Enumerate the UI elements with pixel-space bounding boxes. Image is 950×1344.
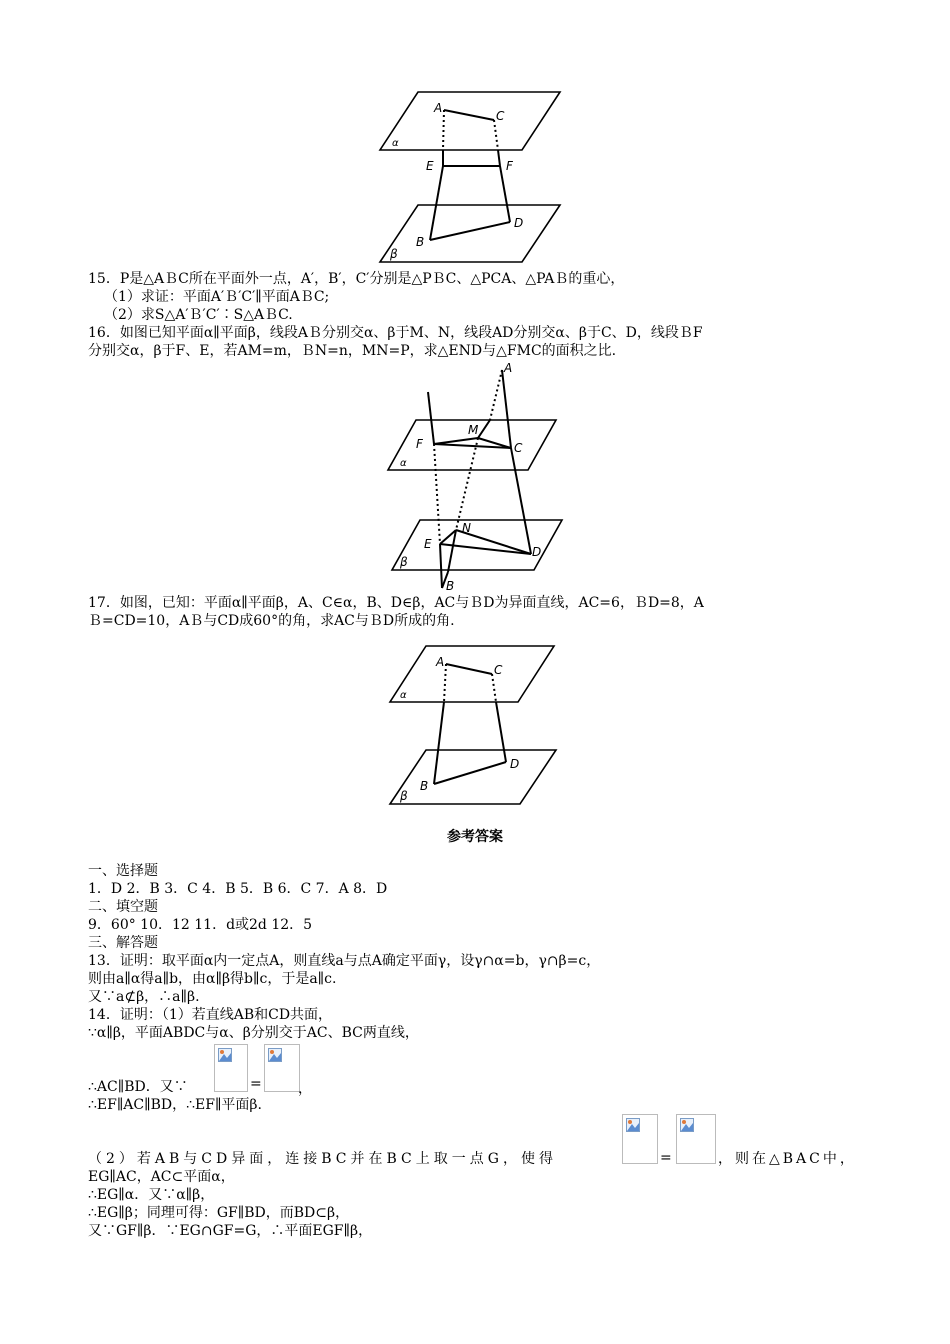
label-B: B: [416, 235, 425, 249]
label-beta: β: [400, 789, 408, 803]
plane-beta: [380, 205, 560, 262]
section-fill: 二、填空题: [88, 899, 158, 915]
label-C: C: [494, 663, 503, 677]
answers-fill: 9．60° 10．12 11．d或2d 12．5: [88, 917, 313, 933]
label-E: E: [424, 537, 432, 551]
label-beta: β: [390, 247, 398, 261]
label-C: C: [496, 109, 505, 123]
answer-13-line-1: 13．证明：取平面α内一定点A，则直线a与点A确定平面γ，设γ∩α=b，γ∩β=c，: [88, 953, 601, 969]
label-F: F: [416, 437, 423, 451]
image-icon: [680, 1118, 694, 1132]
label-F: F: [506, 159, 513, 173]
problem-16-line-1: 16．如图已知平面α∥平面β，线段AＢ分别交α、β于M、N，线段AD分别交α、β于C、D，线段ＢF: [88, 325, 703, 341]
answer-14-line-2: ∵α∥β，平面ABDC与α、β分别交于AC、BC两直线，: [88, 1025, 419, 1041]
comma: ，: [298, 1081, 312, 1097]
answers-title: 参考答案: [447, 829, 503, 845]
problem-17-line-1: 17．如图，已知：平面α∥平面β，A、C∈α，B、D∈β，AC与ＢD为异面直线，AC=6，ＢD=8，A: [88, 595, 704, 611]
label-A: A: [436, 655, 445, 669]
label-B: B: [446, 579, 455, 593]
label-alpha: α: [400, 458, 407, 469]
figure-parallel-planes-2: [386, 362, 566, 594]
figure-parallel-planes-1: [378, 90, 562, 264]
equals-sign: =: [250, 1076, 262, 1092]
label-alpha: α: [400, 690, 407, 701]
plane-alpha: [380, 92, 560, 150]
problem-15-line-2: （1）求证：平面A′Ｂ′C′∥平面AＢC;: [104, 289, 330, 305]
answer-14-line-5a: （2）若AB与CD异面，连接BC并在BC上取一点G，使得: [88, 1151, 557, 1167]
problem-15-line-3: （2）求S△A′Ｂ′C′∶S△AＢC.: [104, 307, 293, 323]
label-C: C: [514, 441, 523, 455]
figure-parallel-planes-3: [388, 644, 558, 808]
label-B: B: [420, 779, 429, 793]
label-D: D: [514, 216, 524, 230]
problem-15-line-1: 15．P是△AＢC所在平面外一点，A′，B′，C′分别是△PＢC、△PCA、△PAＢ的重心，: [88, 271, 625, 287]
plane-beta: [390, 750, 556, 804]
label-N: N: [462, 521, 471, 535]
fraction-image-placeholder: [622, 1114, 658, 1164]
label-A: A: [434, 101, 443, 115]
answer-14-line-7: ∴EG∥α．又∵α∥β，: [88, 1187, 215, 1203]
plane-alpha: [390, 646, 554, 702]
label-beta: β: [400, 555, 408, 569]
answer-14-line-1: 14．证明：（1）若直线AB和CD共面，: [88, 1007, 333, 1023]
answer-14-line-5b: ，则在△BAC中，: [718, 1151, 857, 1167]
label-E: E: [426, 159, 434, 173]
image-icon: [218, 1048, 232, 1062]
image-icon: [268, 1048, 282, 1062]
label-D: D: [532, 545, 542, 559]
problem-17-line-2: Ｂ=CD=10，AＢ与CD成60°的角，求AC与ＢD所成的角.: [88, 613, 455, 629]
answers-choice: 1．D 2．B 3．C 4．B 5．B 6．C 7．A 8．D: [88, 881, 388, 897]
section-choice: 一、选择题: [88, 863, 158, 879]
section-solve: 三、解答题: [88, 935, 158, 951]
answer-13-line-3: 又∵a⊄β，∴a∥β.: [88, 989, 200, 1005]
image-icon: [626, 1118, 640, 1132]
answer-13-line-2: 则由a∥α得a∥b，由α∥β得b∥c，于是a∥c.: [88, 971, 337, 987]
label-A: A: [504, 362, 513, 375]
equals-sign: =: [660, 1150, 672, 1166]
label-D: D: [510, 757, 520, 771]
answer-14-line-6: EG∥AC，AC⊂平面α，: [88, 1169, 235, 1185]
answer-14-line-8: ∴EG∥β；同理可得：GF∥BD，而BD⊂β，: [88, 1205, 350, 1221]
label-alpha: α: [392, 138, 399, 149]
answer-14-line-4: ∴EF∥AC∥BD，∴EF∥平面β.: [88, 1097, 262, 1113]
fraction-image-placeholder: [676, 1114, 716, 1164]
problem-16-line-2: 分别交α，β于F、E，若AM=m，ＢN=n，MN=P，求△END与△FMC的面积之比.: [88, 343, 617, 359]
answer-14-line-3: ∴AC∥BD．又∵: [88, 1079, 188, 1095]
label-M: M: [468, 423, 479, 437]
answer-14-line-9: 又∵GF∥β．∵EG∩GF=G，∴平面EGF∥β，: [88, 1223, 373, 1239]
